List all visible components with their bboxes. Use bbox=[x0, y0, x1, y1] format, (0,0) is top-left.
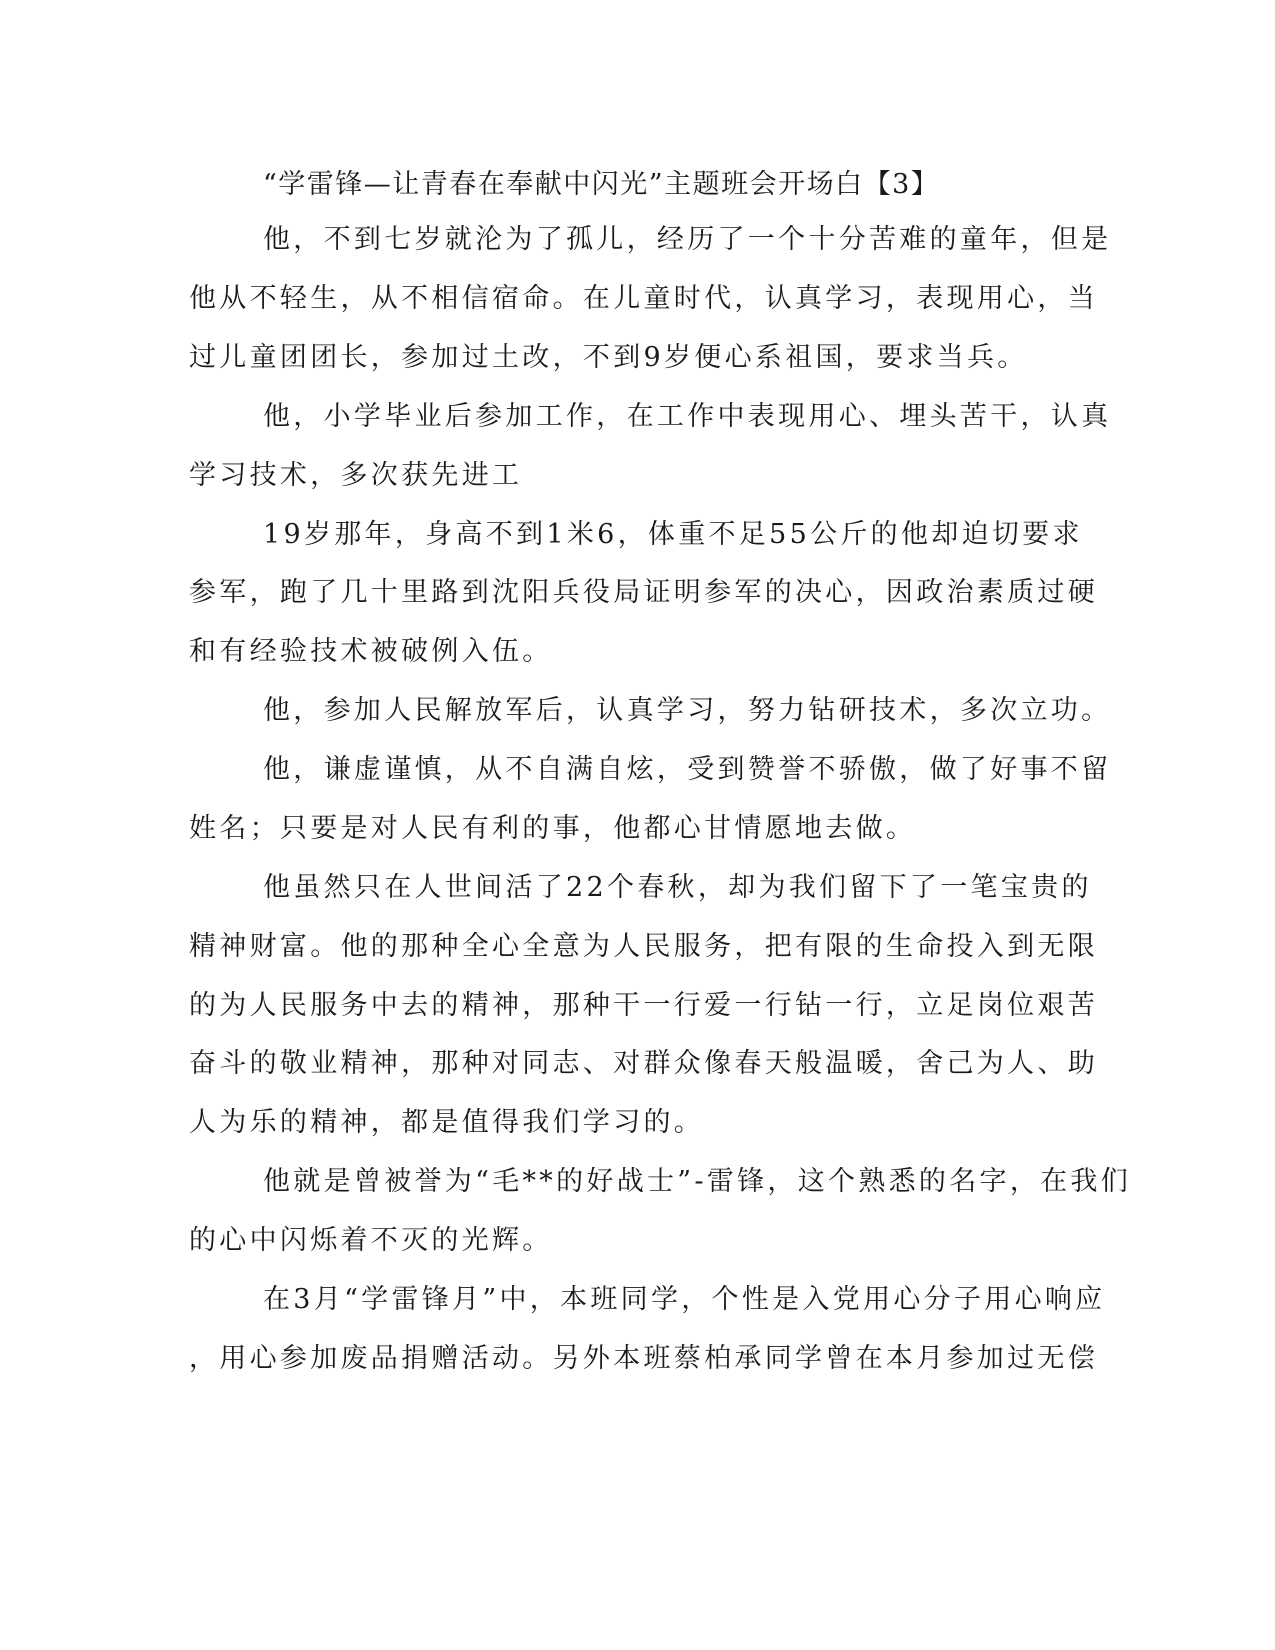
text-line: 奋斗的敬业精神，那种对同志、对群众像春天般温暖，舍己为人、助 bbox=[189, 1048, 1098, 1079]
text-line: 他，不到七岁就沦为了孤儿，经历了一个十分苦难的童年，但是 bbox=[263, 224, 1112, 255]
text-line: 参军，跑了几十里路到沈阳兵役局证明参军的决心，因政治素质过硬 bbox=[189, 577, 1098, 608]
text-line: ，用心参加废品捐赠活动。另外本班蔡柏承同学曾在本月参加过无偿 bbox=[189, 1343, 1098, 1374]
text-line: 精神财富。他的那种全心全意为人民服务，把有限的生命投入到无限 bbox=[189, 931, 1098, 962]
text-line: 的心中闪烁着不灭的光辉。 bbox=[189, 1225, 553, 1256]
text-line: 19岁那年，身高不到1米6，体重不足55公斤的他却迫切要求 bbox=[263, 519, 1083, 550]
text-line: 他，小学毕业后参加工作，在工作中表现用心、埋头苦干，认真 bbox=[263, 401, 1112, 432]
text-line: 和有经验技术被破例入伍。 bbox=[189, 636, 553, 667]
text-line: 的为人民服务中去的精神，那种干一行爱一行钻一行，立足岗位艰苦 bbox=[189, 990, 1098, 1021]
text-line: 他就是曾被誉为“毛**的好战士”-雷锋，这个熟悉的名字，在我们 bbox=[263, 1166, 1132, 1197]
document-title: “学雷锋—让青春在奉献中闪光”主题班会开场白【3】 bbox=[263, 169, 940, 200]
text-line: 他虽然只在人世间活了22个春秋，却为我们留下了一笔宝贵的 bbox=[263, 872, 1092, 903]
text-line: 在3月“学雷锋月”中，本班同学，个性是入党用心分子用心响应 bbox=[263, 1284, 1106, 1315]
text-line: 他，谦虚谨慎，从不自满自炫，受到赞誉不骄傲，做了好事不留 bbox=[263, 754, 1112, 785]
text-line: 人为乐的精神，都是值得我们学习的。 bbox=[189, 1107, 705, 1138]
text-line: 过儿童团团长，参加过土改，不到9岁便心系祖国，要求当兵。 bbox=[189, 342, 1028, 373]
text-line: 姓名；只要是对人民有利的事，他都心甘情愿地去做。 bbox=[189, 813, 917, 844]
text-line: 他，参加人民解放军后，认真学习，努力钻研技术，多次立功。 bbox=[263, 695, 1112, 726]
text-line: 他从不轻生，从不相信宿命。在儿童时代，认真学习，表现用心，当 bbox=[189, 283, 1098, 314]
text-line: 学习技术，多次获先进工 bbox=[189, 460, 523, 491]
